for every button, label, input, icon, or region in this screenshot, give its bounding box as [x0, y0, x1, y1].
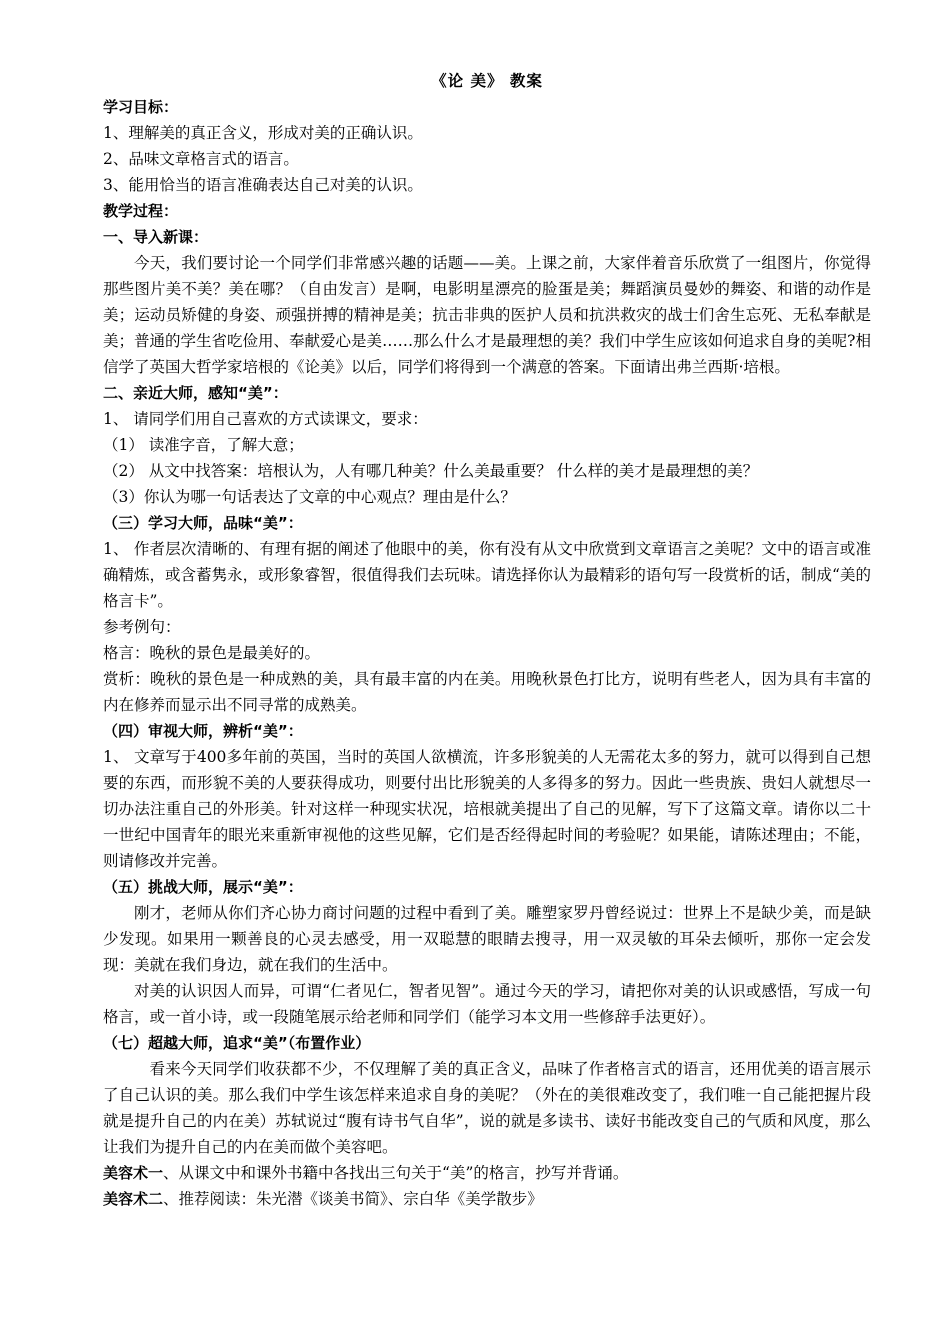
document-title: 《论 美》 教案 — [431, 71, 543, 90]
section1-heading: 一、导入新课： — [103, 228, 209, 246]
goals-heading: 学习目标： — [103, 98, 179, 116]
analysis-example: 赏析：晚秋的景色是一种成熟的美，具有最丰富的内在美。用晚秋景色打比方，说明有些老人，因为具有丰富的内在修养而显示出不同寻常的成熟美。 — [103, 670, 871, 714]
section2-item: （3）你认为哪一句话表达了文章的中心观点？理由是什么？ — [103, 488, 516, 506]
goal-item: 1、理解美的真正含义，形成对美的正确认识。 — [103, 124, 423, 142]
section7-paragraph: 看来今天同学们收获都不少，不仅理解了美的真正含义，品味了作者格言式的语言，还用优美的语言展示了自己认识的美。那么我们中学生该怎样来追求自身的美呢？（外在的美很难改变了，我们唯一自己能把握片段就是提升自己的内在美）苏轼说过“腹有诗书气自华”，说的就是多读书、读好书能改变自己的气质和风度，那么让我们为提升自己的内在美而做个美容吧。 — [103, 1060, 871, 1156]
section5-paragraph-2: 对美的认识因人而异，可谓“仁者见仁，智者见智”。通过今天的学习，请把你对美的认识或感悟，写成一句格言，或一首小诗，或一段随笔展示给老师和同学们（能学习本文用一些修辞手法更好）。 — [103, 982, 871, 1026]
homework-2 — [103, 1186, 871, 1212]
homework-2-text: 、推荐阅读：朱光潜《谈美书简》、宗白华《美学散步》 — [163, 1190, 543, 1208]
section2-intro: 1、 请同学们用自己喜欢的方式读课文，要求： — [103, 410, 428, 428]
section2-item: （1） 读准字音，了解大意； — [103, 436, 304, 454]
section5-paragraph-1: 刚才，老师从你们齐心协力商讨问题的过程中看到了美。雕塑家罗丹曾经说过：世界上不是缺少美，而是缺少发现。如果用一颗善良的心灵去感受，用一双聪慧的眼睛去搜寻，用一双灵敏的耳朵去倾听，那你一定会发现：美就在我们身边，就在我们的生活中。 — [103, 904, 871, 974]
goal-item: 3、能用恰当的语言准确表达自己对美的认识。 — [103, 176, 423, 194]
homework-1 — [103, 1160, 871, 1186]
homework-1-label: 美容术一 — [103, 1164, 164, 1182]
section5-heading: （五）挑战大师，展示“美”： — [103, 878, 303, 896]
reference-label: 参考例句： — [103, 618, 181, 636]
section3-paragraph: 1、 作者层次清晰的、有理有据的阐述了他眼中的美，你有没有从文中欣赏到文章语言之美呢？文中的语言或准确精炼，或含蓄隽永，或形象睿智，很值得我们去玩味。请选择你认为最精彩的语句写一段赏析的话，制成“美的格言卡”。 — [103, 540, 871, 610]
document-page — [103, 68, 871, 1212]
section1-paragraph: 今天，我们要讨论一个同学们非常感兴趣的话题——美。上课之前，大家伴着音乐欣赏了一组图片，你觉得那些图片美不美？美在哪？（自由发言）是啊，电影明星漂亮的脸蛋是美；舞蹈演员曼妙的舞姿、和谐的动作是美；运动员矫健的身姿、顽强拼搏的精神是美；抗击非典的医护人员和抗洪救灾的战士们舍生忘死、无私奉献是美；普通的学生省吃俭用、奉献爱心是美……那么什么才是最理想的美？我们中学生应该如何追求自身的美呢?相信学了英国大哲学家培根的《论美》以后，同学们将得到一个满意的答案。下面请出弗兰西斯·培根。 — [103, 254, 871, 376]
process-heading: 教学过程： — [103, 202, 179, 220]
section7-heading: （七）超越大师，追求“美”（布置作业） — [103, 1034, 371, 1052]
homework-2-label: 美容术二 — [103, 1190, 164, 1208]
section3-heading: （三）学习大师，品味“美”： — [103, 514, 303, 532]
section4-paragraph: 1、 文章写于400多年前的英国，当时的英国人欲横流，许多形貌美的人无需花太多的努力，就可以得到自己想要的东西，而形貌不美的人要获得成功，则要付出比形貌美的人多得多的努力。因此一些贵族、贵妇人就想尽一切办法注重自己的外形美。针对这样一种现实状况，培根就美提出了自己的见解，写下了这篇文章。请你以二十一世纪中国青年的眼光来重新审视他的这些见解，它们是否经得起时间的考验呢？如果能，请陈述理由；不能，则请修改并完善。 — [103, 748, 871, 870]
motto-example: 格言：晚秋的景色是最美好的。 — [103, 644, 321, 662]
section4-heading: （四）审视大师，辨析“美”： — [103, 722, 303, 740]
section2-item: （2） 从文中找答案：培根认为，人有哪几种美？什么美最重要？ 什么样的美才是最理想的美？ — [103, 462, 759, 480]
section2-heading: 二、亲近大师，感知“美”： — [103, 384, 288, 402]
goal-item: 2、品味文章格言式的语言。 — [103, 150, 299, 168]
homework-1-text: 、从课文中和课外书籍中各找出三句关于“美”的格言，抄写并背诵。 — [163, 1164, 629, 1182]
